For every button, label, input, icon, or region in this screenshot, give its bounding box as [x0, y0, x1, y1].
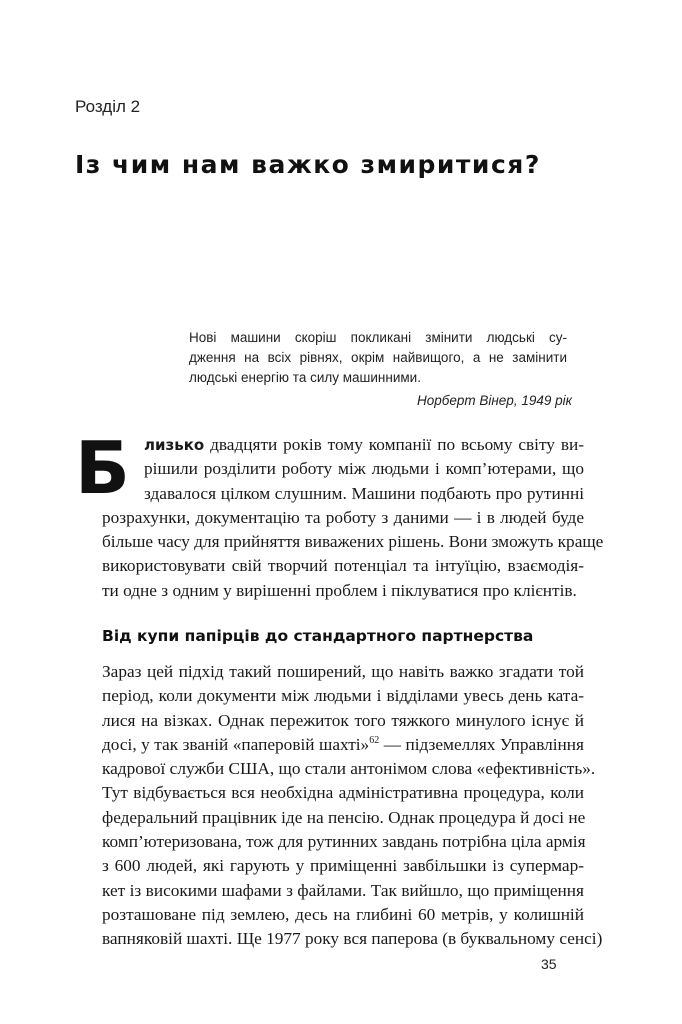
footnote-reference[interactable]: 62: [369, 735, 380, 747]
epigraph-attribution: Норберт Вінер, 1949 рік: [417, 393, 572, 408]
body-line: [102, 733, 584, 757]
page-number: 35: [541, 956, 557, 972]
epigraph: [189, 328, 572, 411]
body-line-text: — підземеллях Управління: [379, 734, 585, 754]
chapter-title: Із чим нам важко змиритися?: [75, 150, 541, 179]
section-paragraph: [102, 660, 603, 952]
intro-line: використовувати свій творчий потенціал та інтуїцію, взаємодія-: [102, 556, 584, 576]
body-line: вапняковій шахті. Ще 1977 року вся паперова (в буквальному сенсі): [102, 929, 603, 949]
body-line: розташоване під землею, десь на глибині 60 метрів, у колишній: [102, 904, 584, 924]
epigraph-line: Нові машини скоріш покликані змінити людські су-: [189, 330, 567, 345]
body-line: період, коли документи між людьми і відділами увесь день ката-: [102, 686, 584, 706]
lead-word: лизько: [144, 436, 205, 454]
intro-line: ти одне з одним у вирішенні проблем і піклуватися про клієнтів.: [102, 580, 577, 600]
body-line: комп’ютеризована, тож для рутинних завдань потрібна ціла армія: [102, 832, 586, 852]
intro-paragraph: [102, 433, 604, 603]
body-line-text: досі, у так званій «паперовій шахті»: [102, 734, 370, 754]
drop-cap: Б: [75, 426, 130, 510]
body-line: федеральний працівник іде на пенсію. Однак процедура й досі не: [102, 807, 586, 827]
body-line: кет із високими шафами з файлами. Так вийшло, що приміщення: [102, 880, 584, 900]
body-line: лися на візках. Однак пережиток того тяжкого минулого існує й: [102, 710, 584, 730]
body-line: Зараз цей підхід такий поширений, що навіть важко згадати той: [102, 662, 584, 681]
chapter-label: Розділ 2: [75, 97, 141, 116]
intro-line: розрахунки, документацію та роботу з даними — і в людей буде: [102, 507, 584, 527]
intro-line: здавалося цілком слушним. Машини подбають про рутинні: [144, 483, 584, 503]
epigraph-line: людські енергію та силу машинними.: [189, 370, 421, 385]
intro-line: більше часу для прийняття виважених рішень. Вони зможуть краще: [102, 532, 604, 552]
intro-line-text: двадцяти років тому компанії по всьому світу ви-: [204, 435, 584, 454]
section-heading: Від купи папірців до стандартного партнерства: [102, 627, 534, 645]
intro-line: рішили розділити роботу між людьми і комп’ютерами, що: [144, 459, 584, 479]
epigraph-line: дження на всіх рівнях, окрім найвищого, а не замінити: [189, 350, 567, 365]
body-line: кадрової служби США, що стали антонімом слова «ефективність».: [102, 759, 596, 779]
body-line: з 600 людей, які гарують у приміщенні завбільшки із супермар-: [102, 856, 584, 876]
body-line: Тут відбувається вся необхідна адміністративна процедура, коли: [102, 783, 584, 803]
intro-line: [102, 433, 584, 457]
